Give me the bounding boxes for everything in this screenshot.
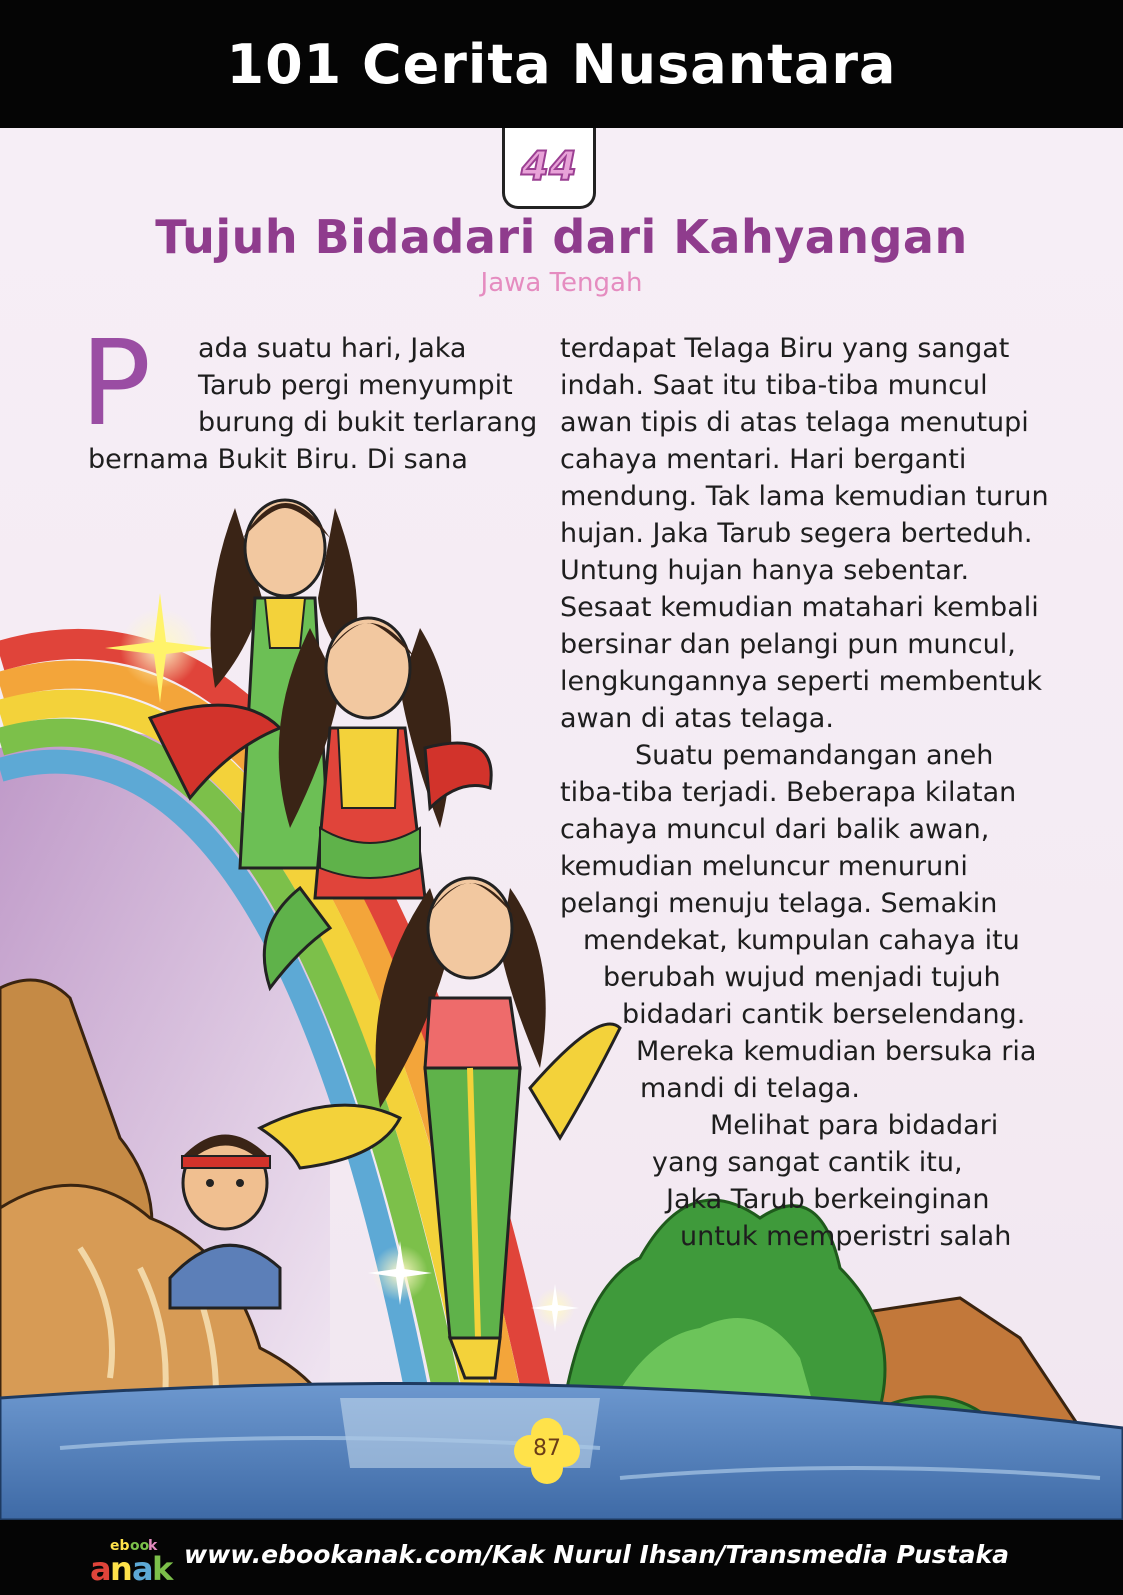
body-line: untuk memperistri salah [680,1221,1012,1252]
body-line: berubah wujud menjadi tujuh [603,962,1001,993]
body-line: bernama Bukit Biru. Di sana [88,444,468,475]
body-line: terdapat Telaga Biru yang sangat [560,333,1010,364]
story-number-badge [502,128,596,209]
story-title: Tujuh Bidadari dari Kahyangan [155,210,968,264]
body-line: Jaka Tarub berkeinginan [666,1184,990,1215]
body-line: yang sangat cantik itu, [652,1147,963,1178]
body-line: awan tipis di atas telaga menutupi [560,407,1029,438]
body-line: Sesaat kemudian matahari kembali [560,592,1039,623]
body-line: indah. Saat itu tiba-tiba muncul [560,370,988,401]
story-page [0,128,1123,1520]
body-line: hujan. Jaka Tarub segera berteduh. [560,518,1033,549]
body-line: mandi di telaga. [640,1073,860,1104]
story-number: 44 [521,144,577,190]
drop-cap: P [80,314,152,452]
body-line: pelangi menuju telaga. Semakin [560,888,998,919]
ebookanak-logo [88,1530,182,1588]
body-line: kemudian meluncur menuruni [560,851,968,882]
body-line: mendung. Tak lama kemudian turun [560,481,1049,512]
book-header [0,0,1123,128]
body-line: Suatu pemandangan aneh [635,740,994,771]
body-line: awan di atas telaga. [560,703,834,734]
body-line: ada suatu hari, Jaka [198,333,467,364]
body-line: mendekat, kumpulan cahaya itu [583,925,1020,956]
footer [0,1520,1123,1595]
body-line: Mereka kemudian bersuka ria [636,1036,1037,1067]
page-number-badge [512,1416,582,1486]
body-line: bersinar dan pelangi pun muncul, [560,629,1016,660]
body-line: bidadari cantik berselendang. [622,999,1026,1030]
story-region: Jawa Tengah [480,268,643,298]
body-line: cahaya mentari. Hari berganti [560,444,967,475]
svg-text:a: a [132,1550,154,1588]
book-title: 101 Cerita Nusantara [226,32,897,96]
footer-credit: www.ebookanak.com/Kak Nurul Ihsan/Transmedia Pustaka [184,1540,1009,1569]
body-line: Tarub pergi menyumpit [198,370,513,401]
body-line: cahaya muncul dari balik awan, [560,814,990,845]
body-line: Untung hujan hanya sebentar. [560,555,970,586]
body-line: lengkungannya seperti membentuk [560,666,1043,697]
svg-text:a: a [90,1550,112,1588]
svg-text:oo: oo [130,1538,150,1554]
body-line: Melihat para bidadari [710,1110,999,1141]
svg-text:k: k [148,1538,158,1554]
body-line: burung di bukit terlarang [198,407,538,438]
svg-text:k: k [152,1550,174,1588]
body-line: tiba-tiba terjadi. Beberapa kilatan [560,777,1017,808]
svg-text:eb: eb [110,1538,130,1554]
page-number: 87 [533,1436,561,1461]
svg-text:n: n [110,1550,133,1588]
